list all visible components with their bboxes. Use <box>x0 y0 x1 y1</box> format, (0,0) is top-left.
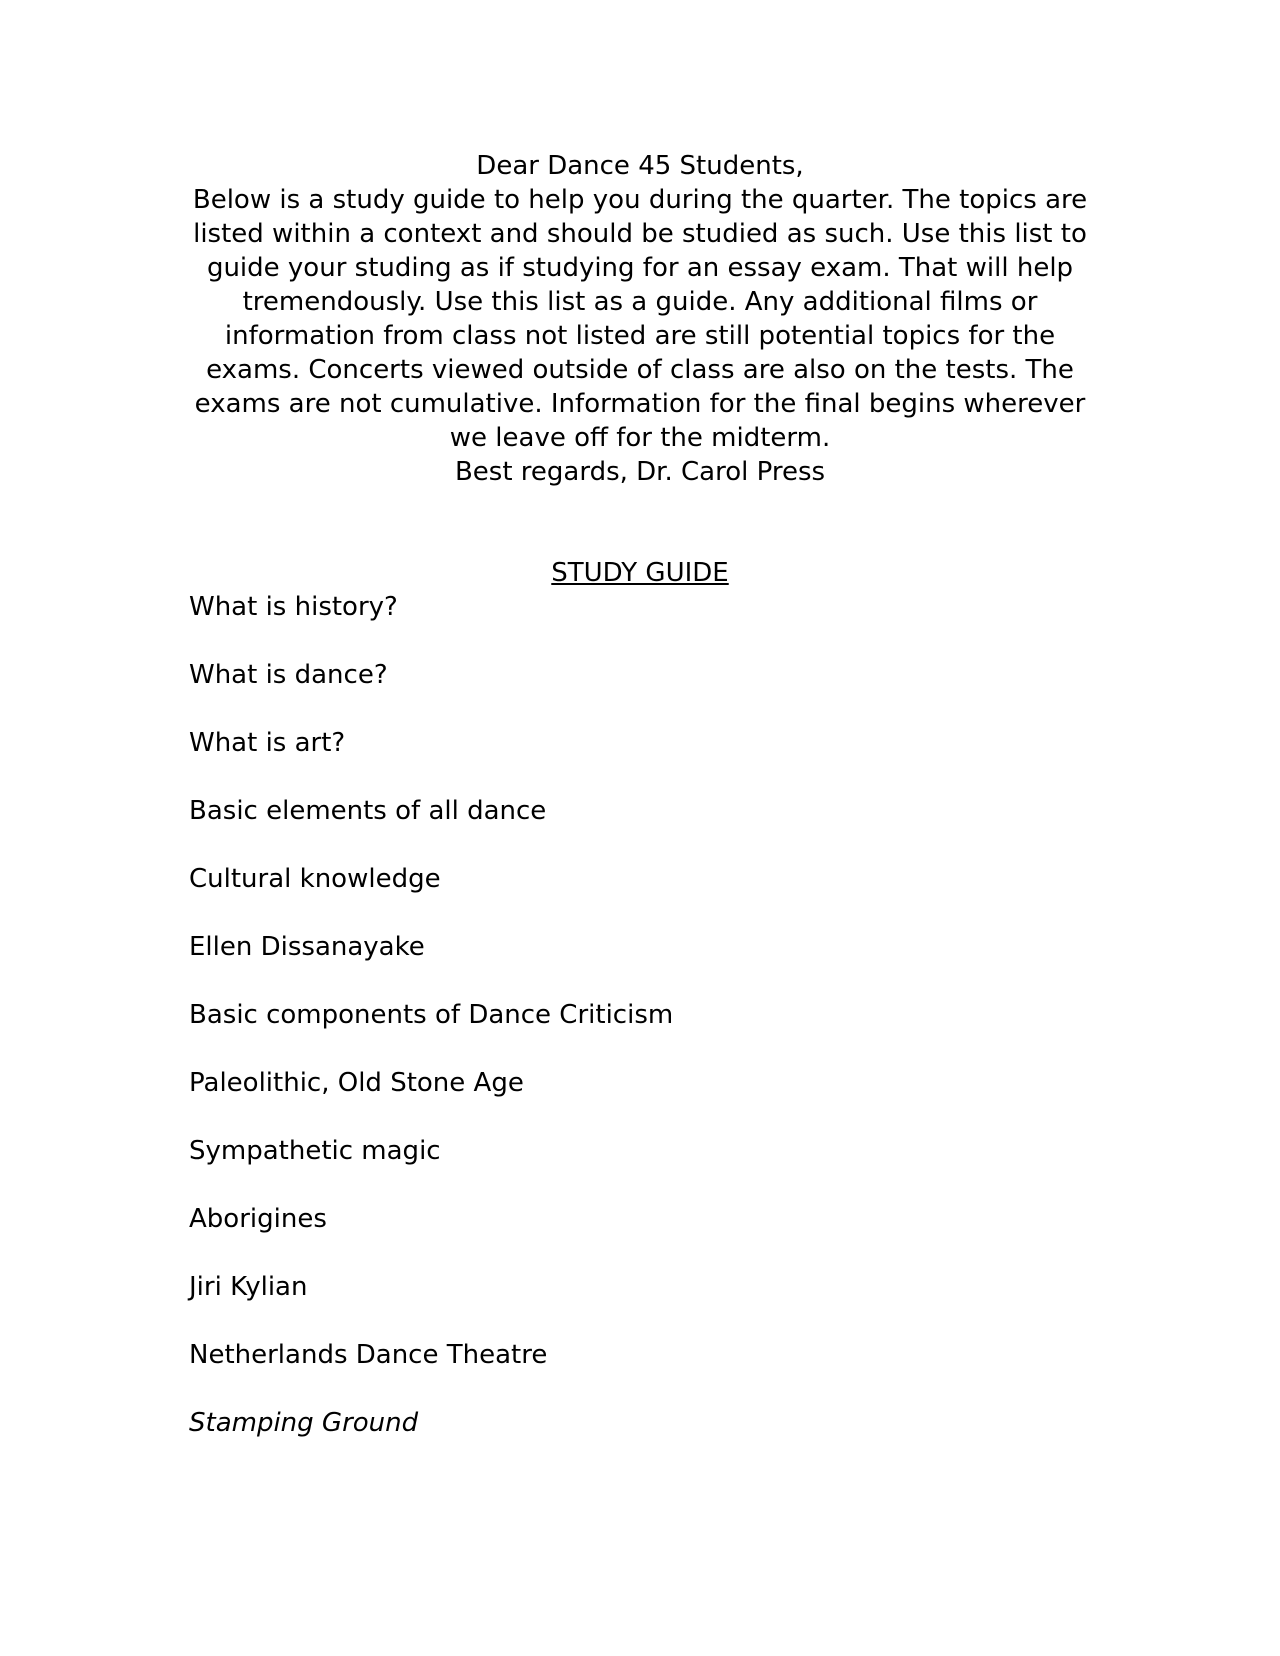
topic-item: Paleolithic, Old Stone Age <box>189 1068 524 1098</box>
study-guide-heading: STUDY GUIDE <box>551 558 729 588</box>
salutation: Dear Dance 45 Students, <box>476 151 804 181</box>
topic-item: Jiri Kylian <box>189 1272 308 1302</box>
topic-item: What is history? <box>189 592 398 622</box>
topic-item: What is dance? <box>189 660 388 690</box>
topic-item: Basic components of Dance Criticism <box>189 1000 674 1030</box>
topic-item: What is art? <box>189 728 346 758</box>
topic-item: Cultural knowledge <box>189 864 441 894</box>
topic-item: Netherlands Dance Theatre <box>189 1340 548 1370</box>
topic-item: Stamping Ground <box>189 1408 419 1438</box>
topic-item: Aborigines <box>189 1204 327 1234</box>
intro-letter <box>150 149 1130 489</box>
topic-item: Sympathetic magic <box>189 1136 441 1166</box>
topic-item: Basic elements of all dance <box>189 796 547 826</box>
topic-item: Ellen Dissanayake <box>189 932 425 962</box>
topic-list <box>189 590 1089 1474</box>
letter-body: Below is a study guide to help you during the quarter. The topics are listed within a context and should be studied as such. Use this list to guide your studing as if studying for an essay exam. That will help tremendously. Use this list as a guide. Any additional films or information from class not listed are still potential topics for the exams. Concerts viewed outside of class are also on the tests. The exams are not cumulative. Information for the final begins wherever we leave off for the midterm. <box>192 185 1088 453</box>
closing-signature: Best regards, Dr. Carol Press <box>454 457 826 487</box>
